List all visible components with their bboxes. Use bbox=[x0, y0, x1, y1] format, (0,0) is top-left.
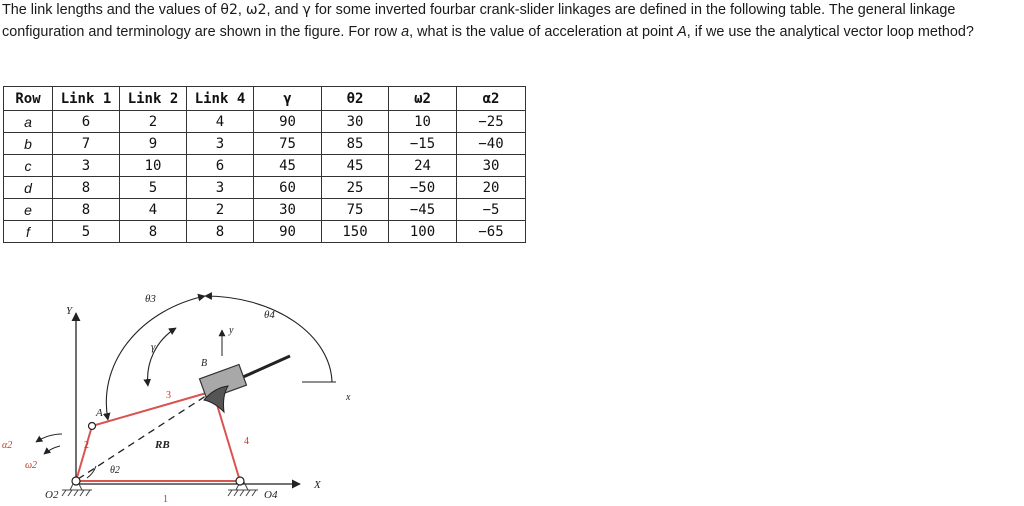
alpha2-arrow bbox=[36, 434, 62, 442]
link2-label: 2 bbox=[84, 440, 89, 451]
header-gamma: γ bbox=[254, 87, 322, 111]
cell: 8 bbox=[120, 221, 187, 243]
local-y-label: y bbox=[229, 325, 234, 336]
cell: 45 bbox=[322, 155, 389, 177]
cell: 60 bbox=[254, 177, 322, 199]
cell: −15 bbox=[389, 133, 457, 155]
cell: 4 bbox=[187, 111, 254, 133]
question-part-1: The link lengths and the values of bbox=[2, 2, 221, 18]
question-text bbox=[2, 0, 1022, 43]
cell: 100 bbox=[389, 221, 457, 243]
cell: 30 bbox=[322, 111, 389, 133]
theta3-label: θ3 bbox=[145, 293, 156, 305]
gamma-label: γ bbox=[151, 341, 156, 353]
cell: 9 bbox=[120, 133, 187, 155]
theta4-label: θ4 bbox=[264, 309, 275, 321]
theta2-symbol: θ2 bbox=[220, 2, 238, 18]
cell: d bbox=[4, 177, 53, 199]
cell: 5 bbox=[120, 177, 187, 199]
o2-label: O2 bbox=[45, 489, 59, 501]
cell: 85 bbox=[322, 133, 389, 155]
omega2-arrow bbox=[44, 446, 60, 454]
question-point: A bbox=[677, 24, 687, 40]
cell: −40 bbox=[457, 133, 526, 155]
cell: 75 bbox=[322, 199, 389, 221]
header-row: Row bbox=[4, 87, 53, 111]
cell: 30 bbox=[254, 199, 322, 221]
cell: 8 bbox=[53, 199, 120, 221]
header-link4: Link 4 bbox=[187, 87, 254, 111]
cell: a bbox=[4, 111, 53, 133]
theta2-label: θ2 bbox=[110, 465, 120, 476]
link-2 bbox=[76, 426, 92, 481]
cell: 8 bbox=[187, 221, 254, 243]
table-header-row bbox=[4, 87, 526, 111]
pin-o2 bbox=[72, 477, 80, 485]
cell: −5 bbox=[457, 199, 526, 221]
gamma-arc bbox=[148, 328, 176, 386]
y-axis-label: Y bbox=[66, 305, 73, 317]
cell: 4 bbox=[120, 199, 187, 221]
cell: c bbox=[4, 155, 53, 177]
cell: 3 bbox=[187, 177, 254, 199]
linkage-diagram bbox=[0, 258, 400, 506]
cell: −25 bbox=[457, 111, 526, 133]
question-row: a bbox=[401, 24, 410, 40]
cell: f bbox=[4, 221, 53, 243]
cell: 5 bbox=[53, 221, 120, 243]
x-axis-label: X bbox=[314, 479, 321, 491]
cell: 2 bbox=[187, 199, 254, 221]
cell: 75 bbox=[254, 133, 322, 155]
table-row bbox=[4, 221, 526, 243]
cell: 3 bbox=[187, 133, 254, 155]
o4-label: O4 bbox=[264, 489, 278, 501]
cell: 8 bbox=[53, 177, 120, 199]
cell: b bbox=[4, 133, 53, 155]
point-b-label: B bbox=[201, 358, 208, 369]
header-omega2: ω2 bbox=[389, 87, 457, 111]
cell: 7 bbox=[53, 133, 120, 155]
header-alpha2: α2 bbox=[457, 87, 526, 111]
cell: 90 bbox=[254, 221, 322, 243]
header-theta2: θ2 bbox=[322, 87, 389, 111]
local-x-label: x bbox=[346, 392, 351, 403]
theta3-arc bbox=[106, 296, 208, 420]
table-row bbox=[4, 199, 526, 221]
cell: −65 bbox=[457, 221, 526, 243]
link3-label: 3 bbox=[166, 390, 171, 401]
cell: 10 bbox=[120, 155, 187, 177]
question-comma: , bbox=[237, 2, 246, 18]
cell: −45 bbox=[389, 199, 457, 221]
cell: e bbox=[4, 199, 53, 221]
table-row bbox=[4, 177, 526, 199]
table-row bbox=[4, 111, 526, 133]
link1-label: 1 bbox=[163, 494, 168, 505]
link-3 bbox=[92, 392, 210, 426]
rb-vector bbox=[78, 388, 218, 479]
header-link2: Link 2 bbox=[120, 87, 187, 111]
question-part-2: , and bbox=[266, 2, 303, 18]
cell: 150 bbox=[322, 221, 389, 243]
cell: 90 bbox=[254, 111, 322, 133]
cell: 24 bbox=[389, 155, 457, 177]
question-part-4: , what is the value of acceleration at point bbox=[409, 24, 678, 40]
gamma-symbol: γ bbox=[302, 2, 311, 18]
cell: 6 bbox=[187, 155, 254, 177]
question-part-3: for some inverted fourbar crank-slider linkages are defined in the following table. The general linkage configuration and terminology are shown in the figure. For row bbox=[2, 2, 956, 40]
cell: 45 bbox=[254, 155, 322, 177]
cell: 2 bbox=[120, 111, 187, 133]
header-link1: Link 1 bbox=[53, 87, 120, 111]
rb-label: RB bbox=[155, 439, 170, 451]
point-a-label: A bbox=[96, 407, 103, 419]
alpha2-label: α2 bbox=[2, 440, 13, 451]
omega2-label: ω2 bbox=[25, 460, 38, 471]
table-row bbox=[4, 155, 526, 177]
omega2-symbol: ω2 bbox=[245, 2, 267, 18]
cell: 3 bbox=[53, 155, 120, 177]
cell: −50 bbox=[389, 177, 457, 199]
cell: 6 bbox=[53, 111, 120, 133]
pin-a bbox=[89, 423, 96, 430]
cell: 10 bbox=[389, 111, 457, 133]
link4-label: 4 bbox=[244, 436, 249, 447]
cell: 25 bbox=[322, 177, 389, 199]
cell: 30 bbox=[457, 155, 526, 177]
question-part-5: , if we use the analytical vector loop method? bbox=[686, 24, 974, 40]
cell: 20 bbox=[457, 177, 526, 199]
pin-o4 bbox=[236, 477, 244, 485]
table-row bbox=[4, 133, 526, 155]
linkage-table bbox=[3, 86, 526, 243]
